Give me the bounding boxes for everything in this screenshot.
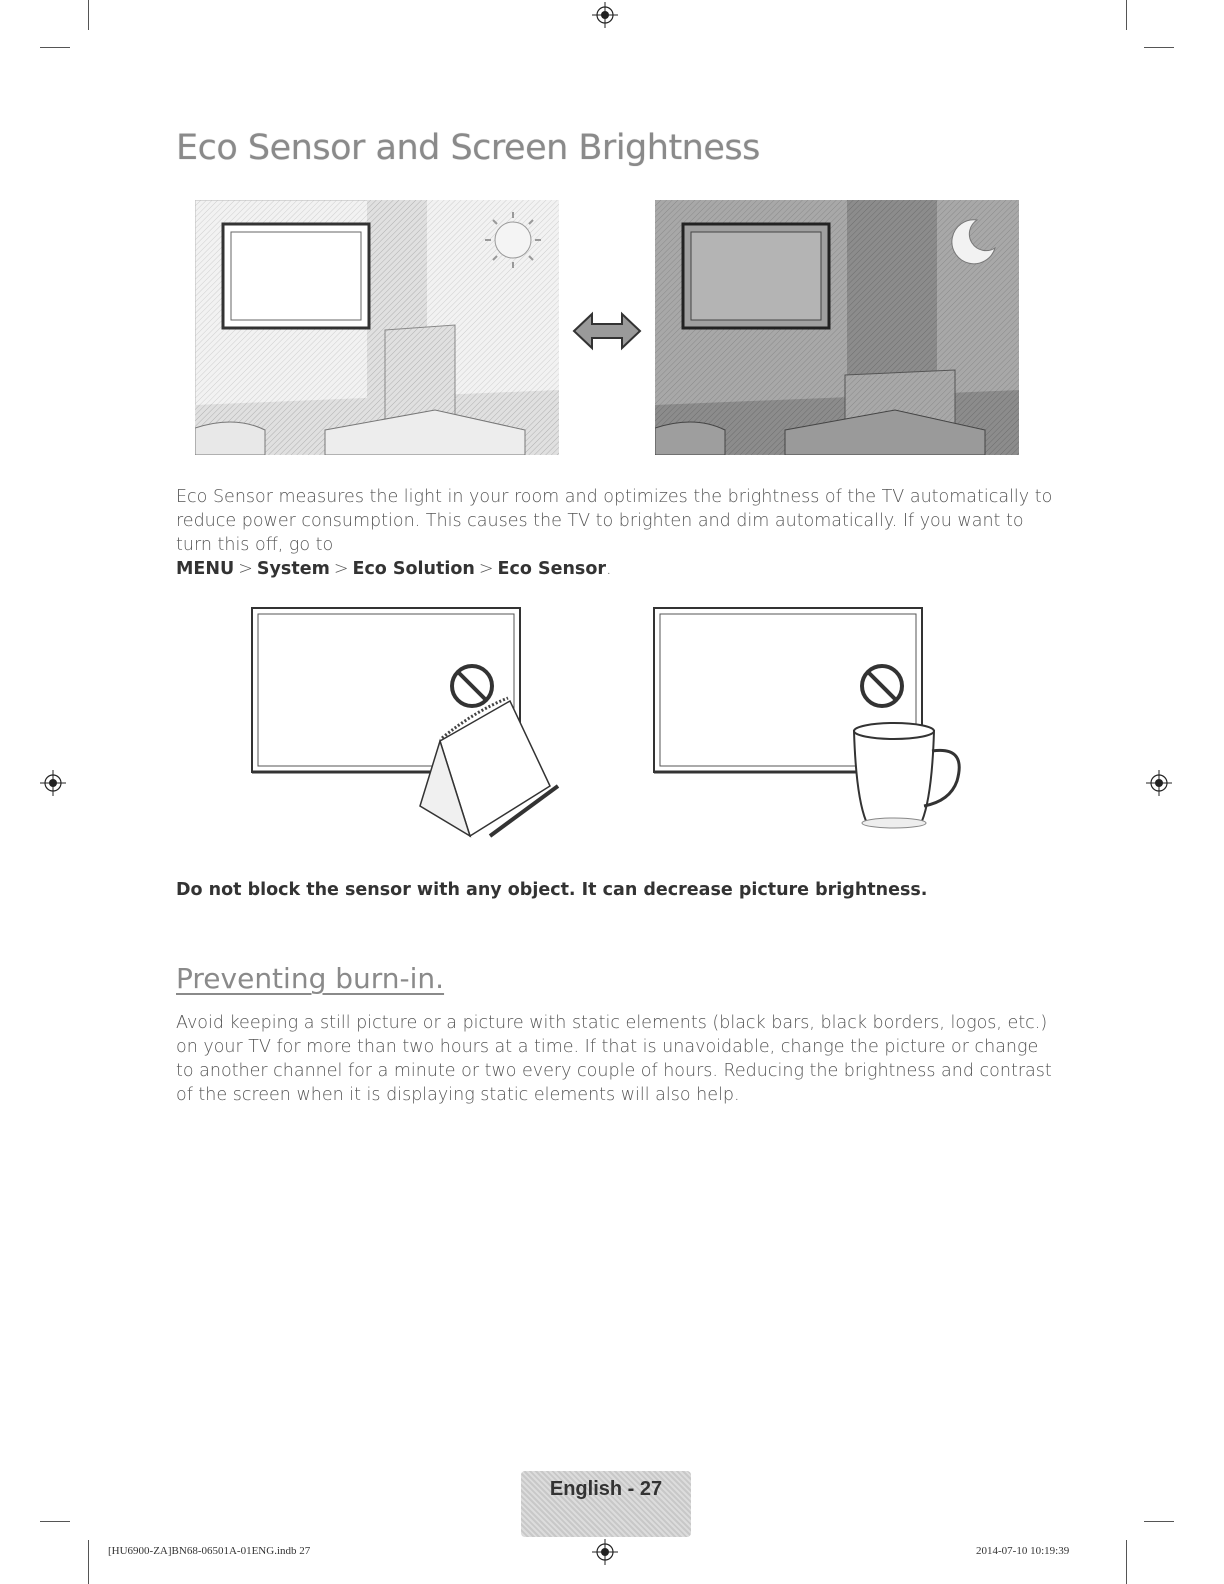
crop-mark [1144, 47, 1174, 48]
crop-mark [40, 1521, 70, 1522]
section-heading: Preventing burn-in. [176, 962, 445, 995]
description-text: Eco Sensor measures the light in your room and optimizes the brightness of the TV automatically to reduce power consumption. This causes the TV to brighten and dim automatically. If you want to turn this off, go to [176, 487, 1053, 555]
crop-mark [88, 1540, 89, 1584]
eco-sensor-description [176, 485, 1056, 581]
registration-mark-icon [592, 1539, 618, 1565]
registration-mark-icon [1146, 770, 1172, 796]
path-separator: > [238, 559, 253, 579]
crop-mark [1126, 1540, 1127, 1584]
menu-path [176, 559, 612, 579]
dark-room-illustration [655, 200, 1019, 455]
crop-mark [1144, 1521, 1174, 1522]
menu-path-system: System [256, 559, 330, 579]
registration-mark-icon [40, 770, 66, 796]
tv-with-calendar-illustration [250, 606, 570, 846]
sensor-warning-note: Do not block the sensor with any object. It can decrease picture brightness. [176, 880, 928, 900]
double-arrow-icon [572, 310, 642, 352]
tv-with-mug-illustration [652, 606, 972, 846]
crop-mark [88, 0, 89, 30]
bright-room-illustration [195, 200, 559, 455]
menu-path-eco-sensor: Eco Sensor [497, 559, 606, 579]
prohibited-icon [862, 666, 902, 706]
crop-mark [40, 47, 70, 48]
footer-timestamp: 2014-07-10 10:19:39 [976, 1545, 1070, 1557]
crop-mark [1126, 0, 1127, 30]
menu-path-menu: MENU [176, 559, 235, 579]
prohibited-icon [452, 666, 492, 706]
page-title: Eco Sensor and Screen Brightness [176, 128, 760, 168]
path-end: . [605, 559, 612, 579]
path-separator: > [478, 559, 494, 579]
burn-in-body: Avoid keeping a still picture or a picture with static elements (black bars, black borders, logos, etc.) on your TV for more than two hours at a time. If that is unavoidable, change the picture or change to another channel for a minute or two every couple of hours. Reducing the brightness and contrast of the screen when it is displaying static elements will also help. [176, 1013, 1052, 1105]
registration-mark-icon [592, 2, 618, 28]
menu-path-eco-solution: Eco Solution [352, 559, 475, 579]
path-separator: > [333, 559, 349, 579]
page-number: English - 27 [549, 1478, 663, 1500]
footer-file-name: [HU6900-ZA]BN68-06501A-01ENG.indb 27 [108, 1545, 311, 1557]
